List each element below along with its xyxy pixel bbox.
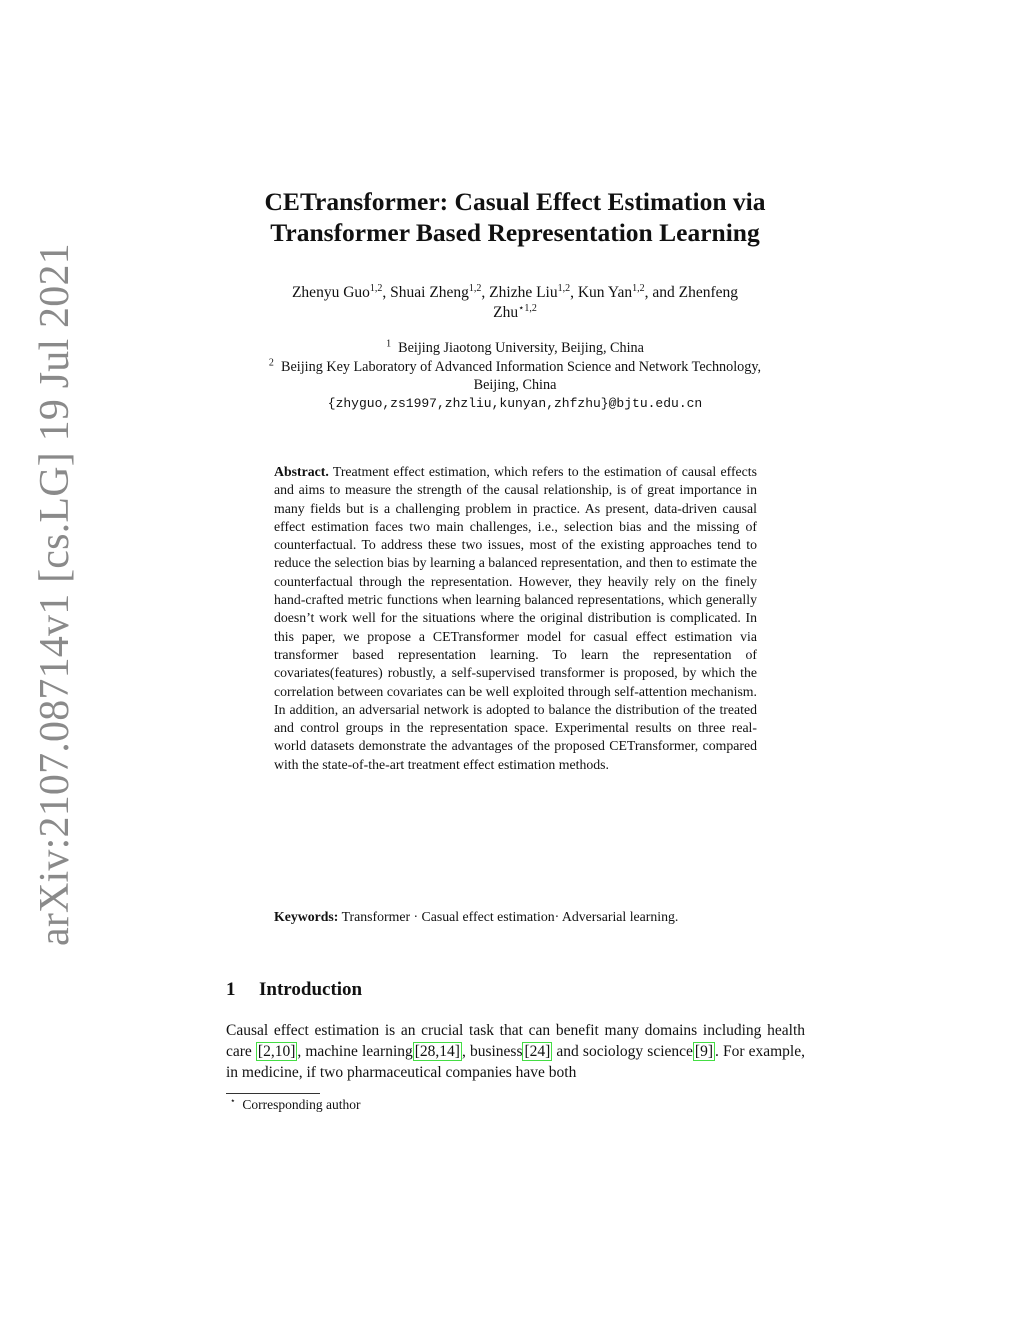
- author-affiliation-mark: 1,2: [632, 282, 645, 294]
- intro-text: , business: [461, 1042, 523, 1060]
- footnote-text: Corresponding author: [242, 1097, 361, 1112]
- affiliation-1-mark: 1: [386, 338, 392, 350]
- keywords-label: Keywords:: [274, 909, 339, 924]
- section-heading-introduction: [226, 979, 362, 1001]
- affiliation-1: [200, 339, 830, 358]
- author-name: Shuai Zheng: [390, 284, 469, 301]
- affiliation-2-text: Beijing Key Laboratory of Advanced Information Science and Network Technology,: [281, 358, 762, 375]
- author-list: Zhenyu Guo$^{1,2}$, Shuai Zheng$^{1,2}$, Zhizhe Liu$^{1,2}$, Kun Yan$^{1,2}$, and Zhenfeng Zhu$^{⋆1,2}$: [291, 282, 739, 321]
- paper-title: [180, 186, 850, 248]
- author-emails: {zhyguo,zs1997,zhzliu,kunyan,zhfzhu}@bjtu.edu.cn: [327, 395, 703, 411]
- author-affiliation-mark: 1,2: [369, 282, 383, 294]
- intro-text: . For example, in medicine, if two pharmaceutical companies have both: [226, 1042, 805, 1081]
- section-number: 1: [226, 979, 236, 1000]
- title-line-1: CETransformer: Casual Effect Estimation via: [264, 187, 766, 216]
- author-affiliation-mark: 1,2: [468, 282, 482, 294]
- section-title: Introduction: [259, 979, 363, 1000]
- footnote-divider: [226, 1093, 320, 1094]
- author-name: Kun Yan: [577, 284, 633, 301]
- author-affiliation-mark: 1,2: [557, 282, 571, 294]
- affiliation-2: [200, 358, 830, 377]
- citation-link[interactable]: [9]: [694, 1042, 713, 1060]
- citation-link[interactable]: [2,10]: [257, 1042, 296, 1060]
- abstract: [274, 463, 757, 774]
- intro-text: Causal effect estimation is an crucial task that can benefit many domains including health care: [226, 1022, 805, 1060]
- author-name: Zhenfeng: [678, 284, 739, 301]
- affiliations: [200, 339, 830, 413]
- intro-text: , machine learning: [297, 1042, 413, 1060]
- affiliation-1-text: Beijing Jiaotong University, Beijing, China: [398, 340, 644, 356]
- citation-link[interactable]: [28,14]: [414, 1042, 460, 1060]
- citation-link[interactable]: [24]: [524, 1042, 551, 1060]
- intro-text: and sociology science: [552, 1042, 693, 1060]
- title-line-2: Transformer Based Representation Learning: [270, 218, 760, 247]
- abstract-text: Treatment effect estimation, which refers to the estimation of causal effects and aims to measure the strength of the causal relationship, is of great importance in many fields but is a challenging problem in practice. As present, data-driven causal effect estimation faces two main challenges, i.e., selection bias and the missing of counterfactual. To address these two issues, most of the existing approaches tend to reduce the selection bias by learning a balanced representation, and then to estimate the counterfactual through the representation. However, they heavily rely on the finely hand-crafted metric functions when learning balanced representations, which generally doesn’t work well for the situations where the original distribution is complicated. In this paper, we propose a CETransformer model for casual effect estimation via transformer based representation learning. To learn the representation of covariates(features) robustly, a self-supervised transformer is proposed, by which the correlation between covariates can be well exploited through self-attention mechanism. In addition, an adversarial network is adopted to balance the distribution of the treated and control groups in the representation space. Experimental results on three real-world datasets demonstrate the advantages of the proposed CETransformer, compared with the state-of-the-art treatment effect estimation methods.: [274, 464, 757, 772]
- author-name: Zhizhe Liu: [489, 284, 558, 301]
- footnote-mark: ⋆: [230, 1095, 236, 1106]
- arxiv-identifier-stamp: arXiv:2107.08714v1 [cs.LG] 19 Jul 2021: [32, 243, 78, 946]
- footnote: [230, 1096, 361, 1113]
- affiliation-2-mark: 2: [268, 356, 274, 368]
- introduction-paragraph: [226, 1021, 805, 1083]
- corresponding-author-mark: ⋆1,2: [518, 302, 537, 314]
- author-name: Zhenyu Guo: [291, 284, 370, 301]
- authors-conjunction: and: [652, 284, 675, 301]
- author-name: Zhu: [493, 304, 519, 321]
- keywords-text: Transformer · Casual effect estimation· Adversarial learning.: [341, 909, 679, 924]
- keywords: [274, 908, 757, 926]
- abstract-label: Abstract.: [274, 464, 329, 479]
- affiliation-2-line-2: Beijing, China: [473, 377, 557, 393]
